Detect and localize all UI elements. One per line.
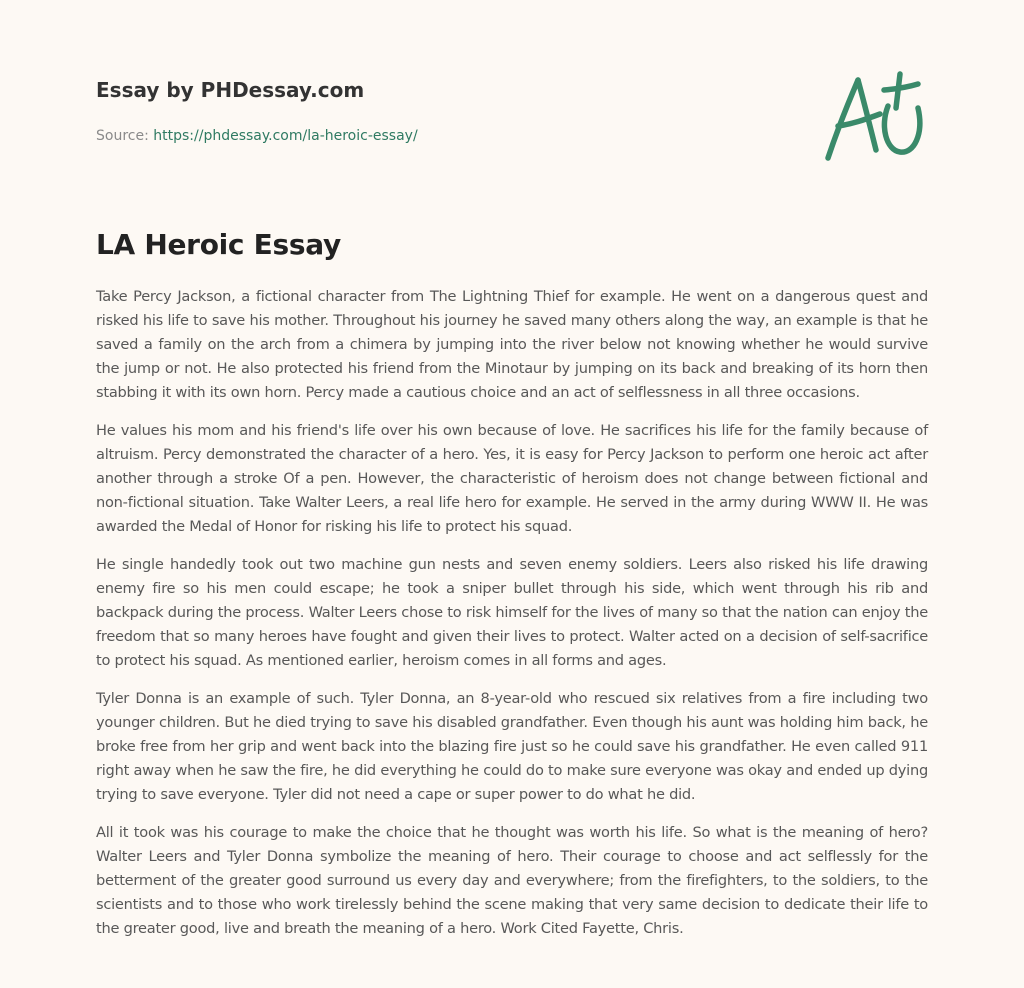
site-brand: Essay by PHDessay.com — [96, 78, 365, 102]
essay-paragraph: He values his mom and his friend's life over his own because of love. He sacrifices his life for the family because of altruism. Percy demonstrated the character of a hero. Yes, it is easy for Percy Jackson to perform one heroic act after another through a stroke Of a pen. However, the characteristic of heroism does not change between fictional and non-fictional situation. Take Walter Leers, a real life hero for example. He served in the army during WWW II. He was awarded the Medal of Honor for risking his life to protect his squad. — [96, 422, 928, 535]
essay-body — [96, 285, 928, 955]
source-label: Source: — [96, 128, 154, 144]
essay-title: LA Heroic Essay — [96, 228, 341, 261]
essay-paragraph: Tyler Donna is an example of such. Tyler Donna, an 8-year-old who rescued six relatives from a fire including two younger children. But he died trying to save his disabled grandfather. Even though his aunt was holding him back, he broke free from her grip and went back into the blazing fire just so he could save his grandfather. He even called 911 right away when he saw the fire, he did everything he could do to make sure everyone was okay and ended up dying trying to save everyone. Tyler did not need a cape or super power to do what he did. — [96, 690, 928, 803]
essay-paragraph: All it took was his courage to make the choice that he thought was worth his life. So what is the meaning of hero? Walter Leers and Tyler Donna symbolize the meaning of hero. Their courage to choose and act selflessly for the betterment of the greater good surround us every day and everywhere; from the firefighters, to the soldiers, to the scientists and to those who work tirelessly behind the scene making that very same decision to dedicate their life to the greater good, live and breath the meaning of a hero. Work Cited Fayette, Chris. — [96, 824, 928, 937]
essay-paragraph: He single handedly took out two machine gun nests and seven enemy soldiers. Leers also risked his life drawing enemy fire so his men could escape; he took a sniper bullet through his side, which went through his rib and backpack during the process. Walter Leers chose to risk himself for the lives of many so that the nation can enjoy the freedom that so many heroes have fought and given their lives to protect. Walter acted on a decision of self-sacrifice to protect his squad. As mentioned earlier, heroism comes in all forms and ages. — [96, 556, 928, 669]
essay-paragraph: Take Percy Jackson, a fictional character from The Lightning Thief for example. He went on a dangerous quest and risked his life to save his mother. Throughout his journey he saved many others along the way, an example is that he saved a family on the arch from a chimera by jumping into the river below not knowing whether he would survive the jump or not. He also protected his friend from the Minotaur by jumping on its back and breaking of its horn then stabbing it with its own horn. Percy made a cautious choice and an act of selflessness in all three occasions. — [96, 288, 928, 401]
source-line — [96, 126, 716, 146]
source-link[interactable]: https://phdessay.com/la-heroic-essay/ — [153, 128, 418, 144]
page-header — [96, 76, 716, 146]
a-plus-grade-icon — [820, 68, 928, 164]
